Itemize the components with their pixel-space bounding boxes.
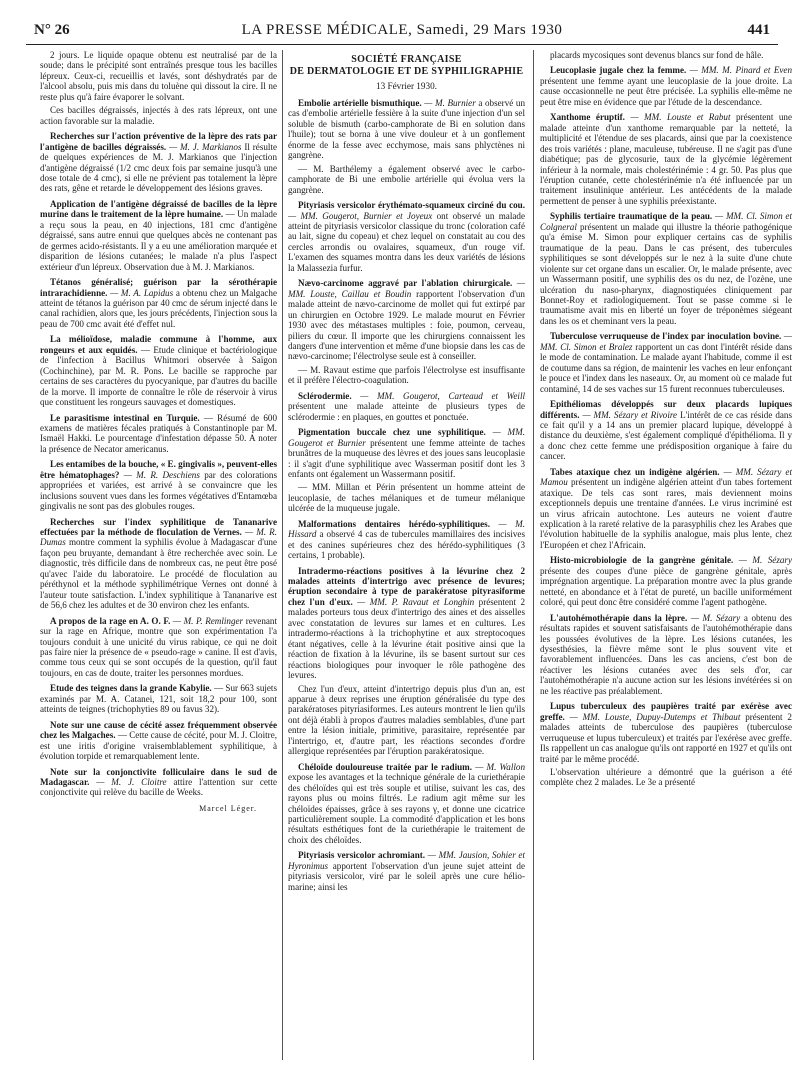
text-paragraph: [288, 684, 525, 757]
article-title: Sclérodermie.: [298, 390, 352, 401]
article-body: Ces bacilles dégraissés, injectés à des rats lépreux, ont une action favorable sur la maladie.: [40, 105, 277, 126]
article-title: Note sur la conjonctivite folliculaire dans le sud de Madagascar.: [40, 766, 277, 787]
article-title: La mélioïdose, maladie commune à l'homme, aux rongeurs et aux equidés.: [40, 334, 277, 355]
article-paragraph: [288, 519, 525, 561]
article-body: L'observation ultérieure a démontré que la guérison a été complète chez 2 malades. Le 3e a présenté: [540, 767, 792, 788]
article-title: Malformations dentaires hérédo-syphilitiques.: [298, 518, 490, 529]
article-paragraph: [288, 427, 525, 479]
article-paragraph: [40, 413, 277, 455]
article-title: Xanthome éruptif.: [550, 112, 625, 123]
article-title: Tuberculose verruqueuse de l'index par inoculation bovine.: [550, 331, 782, 342]
article-paragraph: [540, 701, 792, 764]
article-paragraph: [40, 277, 277, 329]
article-body: expose les avantages et la technique générale de la curiethérapie des chéloïdes qui est très souple et utilise, suivant les cas, des rayons plus ou moins filtrés. Le radium agit même sur les chéloïdes épaisses, grâce à ses rayons γ, et donne une cicatrice particulièrement souple. La commodité d'application et les bons résultats esthétiques font de la curiethérapie le traitement de choix des chéloïdes.: [288, 772, 525, 845]
article-body: — Cette cause de cécité, pour M. J. Cloitre, est une iritis d'origine vraisemblablement syphilitique, à évolution torpide et remarquablement lente.: [40, 730, 277, 762]
article-body: — Etude clinique et bactériologique de l'infection à Bacillus Whitmori observée à Saïgon (Cochinchine), par M. R. Pons. Le bacille se rapproche par certains de ses caractères du pyocyanique, par d'autres du bacille de la morve. Il importe de connaître le rôle de réservoir à virus que constituent les rongeurs sauvages et domestiques.: [40, 344, 277, 408]
article-body: par des colorations appropriées et variées, est arrivé à se convaincre que les inclusions souvent vues dans les formes végétatives d'Entamœba gingivalis ne sont pas des globules rouges.: [40, 469, 277, 512]
article-body: a obtenu des résultats rapides et souvent satisfaisants de l'autohémothérapie dans les poussées évolutives de la lèpre. Les lésions cutanées, les dysesthésies, la fièvre même sont le plus souvent vite et favorablement influencées. Dans les cas anciens, c'est bon de réactiver les lésions cutanées avec des sels d'or, car l'autohémothérapie n'a aucune action sur les lésions invétérées si on ne les réactive pas préalablement.: [540, 612, 792, 696]
article-paragraph: [40, 459, 277, 511]
article-paragraph: [40, 199, 277, 272]
article-paragraph: [288, 391, 525, 422]
article-title: Epithéliomas développés sur deux placards lupiques différents.: [540, 399, 792, 420]
article-paragraph: [40, 517, 277, 611]
article-authors: — M. J. Cloitre: [96, 777, 167, 787]
article-body: L'intérêt de ce cas réside dans ce fait qu'il y a 14 ans un premier placard lupique, développé à distance du deuxième, s'est également compliqué d'épithélioma. Il y a donc chez cette femme une prédisposition organique à faire du cancer.: [540, 409, 792, 462]
article-authors: — M. A. Lapidus: [110, 287, 174, 298]
article-title: Leucoplasie jugale chez la femme.: [550, 65, 687, 76]
article-title: Application de l'antigène dégraissé de bacilles de la lèpre murine dans le traitement de la lèpre humaine.: [40, 198, 277, 220]
article-title: Recherches sur l'action préventive de la lèpre des rats par l'antigène de bacilles dégraissés.: [40, 131, 277, 152]
article-body: apportent l'observation d'un jeune sujet atteint de pityriasis versicolor, viré par le soleil après une cure hélio-marine; ainsi les: [288, 860, 525, 892]
article-body: Il résulte de quelques expériences de M. J. Markianos que l'injection d'antigène dégraissé (1/2 cmc deux fois par semaine jusqu'à une dose totale de 4 cmc), si elle ne prévient pas totalement la lèpre des rats, gêne et retarde le développement des lésions graves.: [40, 141, 277, 194]
article-body: — Résumé de 600 examens de matières fécales pratiqués à Constantinople par M. Ismaël Hakki. Le pourcentage d'infestation dépasse 50. A noter la présence de Necator americanus.: [40, 412, 277, 454]
article-title: Histo-microbiologie de la gangrène génitale.: [550, 555, 734, 566]
article-body: 2 jours. Le liquide opaque obtenu est neutralisé par de la soude; dans le précipité sont entraînés presque tous les bacilles lépreux. Ceux-ci, recueillis et lavés, sont déshydratés par de l'alcool absolu, puis mis dans du toluène qui dissout la cire. Il ne reste plus qu'à faire évaporer le solvant.: [40, 50, 277, 102]
article-paragraph: [288, 566, 525, 681]
column-rule-left: [282, 50, 283, 1060]
article-body: rapportent un cas dont l'intérêt réside dans le mode de contamination. Le malade ayant l'habitude, comme il est de coutume dans sa région, de maintenir les vaches en leur enfonçant le pouce et l'index dans les naseaux. Or, au moment où ce malade fut contaminé, 14 de ses vaches sur 15 furent reconnues tuberculeuses.: [540, 341, 792, 394]
article-title: Tabes ataxique chez un indigène algérien.: [550, 466, 720, 477]
article-title: A propos de la rage en A. O. F.: [50, 615, 171, 626]
article-title: L'autohémothérapie dans la lèpre.: [550, 612, 688, 623]
article-paragraph: [40, 334, 277, 407]
article-paragraph: [540, 555, 792, 607]
page-header: [26, 20, 778, 45]
article-title: Pityriasis versicolor achromiant.: [298, 850, 426, 861]
article-body: — M. Ravaut estime que parfois l'électrolyse est insuffisante et il préfère l'électro-coagulation.: [288, 364, 525, 386]
article-body: rapportent l'observation d'un malade atteint de nævo-carcinome de mollet qui fut extirpé par un chirurgien en Octobre 1929. Le malade mourut en Février 1930 avec des métastases multiples : foie, poumon, cerveau, piliers du cœur. Il importe que les chirurgiens connaissent les dangers d'une intervention et même d'une biopsie dans les cas de nævo-carcinome; l'électrolyse seule est à conseiller.: [288, 288, 525, 362]
society-heading: [288, 54, 525, 92]
article-authors: — MM. Louste, Dupuy-Dutemps et Thibaut: [569, 711, 741, 722]
column-left: [40, 50, 277, 1060]
article-title: Tétanos généralisé; guérison par la sérothérapie intrarachidienne.: [40, 277, 277, 298]
text-paragraph: [540, 767, 792, 788]
article-body: a observé 4 cas de tubercules mamillaires des incisives et des canines supérieures chez des hérédo-syphilitiques (3 certains, 1 probable).: [288, 529, 525, 561]
article-paragraph: [540, 399, 792, 462]
article-authors: — MM. Louste, Caillau et Boudin: [288, 278, 525, 299]
page-number: 441: [747, 22, 770, 38]
column-right: [540, 50, 792, 1060]
article-authors: — MM. Cl. Simon et Bralez: [540, 331, 792, 352]
article-title: Chéloïde douloureuse traitée par le radium.: [298, 761, 473, 772]
article-paragraph: [40, 683, 277, 714]
article-authors: — MM. Gougerot, Burnier et Joyeux: [288, 210, 433, 221]
article-title: Le parasitisme intestinal en Turquie.: [50, 412, 200, 423]
society-session-date: 13 Février 1930.: [376, 81, 437, 91]
article-paragraph: [540, 331, 792, 394]
column-middle: [288, 50, 525, 1060]
article-authors: — MM. Sézary et Mamou: [540, 466, 792, 488]
article-authors: — M. P. Remlinger: [172, 615, 244, 626]
article-authors: — MM. P. Ravaut et Longhin: [357, 596, 475, 607]
article-authors: — MM. Gougerot, Carteaud et Weill: [360, 390, 525, 401]
article-authors: — MM. Louste et Rabut: [630, 112, 731, 123]
text-paragraph: [288, 482, 525, 513]
society-name-line2: DE DERMATOLOGIE ET DE SYPHILIGRAPHIE: [289, 66, 524, 77]
article-body: Chez l'un d'eux, atteint d'intertrigo depuis plus d'un an, est apparue à deux reprises une éruption généralisée du type des parakératoses pityriasiformes. Les auteurs montrent le lien qu'ils ont déjà établi à propos d'autres maladies semblables, d'une part entre la lésion initiale, primitive, parasitaire, représentée par l'intertrigo, et, d'autre part, les réactions secondes d'ordre allergique représentées par l'éruption parakératosique.: [288, 683, 525, 757]
article-authors: — M. Sézary: [738, 555, 792, 566]
article-body: présentent une femme ayant une leucoplasie de la joue droite. La cause occasionnelle ne peut être précisée. La syphilis elle-même ne peut être mise en évidence que par l'étude de la descendance.: [540, 75, 792, 107]
article-title: Les entamibes de la bouche, « E. gingivalis », peuvent-elles être hématophages?: [40, 459, 277, 480]
article-paragraph: [540, 613, 792, 697]
article-title: Recherches sur l'index syphilitique de Tananarive effectuées par la méthode de floculation de Vernes.: [40, 516, 277, 538]
article-paragraph: [40, 767, 277, 798]
article-body: a obtenu chez un Malgache atteint de tétanos la guérison par 40 cmc de sérum injecté dans le canal rachidien, alors que, les jours précédents, l'injection sous la peau de 700 cmc avait été d'effet nul.: [40, 287, 277, 329]
article-authors: — M. Wallon: [475, 761, 525, 772]
article-paragraph: [288, 98, 525, 161]
article-authors: — MM. Cl. Simon et Colgneral: [540, 211, 792, 232]
article-title: Pigmentation buccale chez une syphilitique.: [298, 427, 486, 438]
article-title: Note sur une cause de cécité assez fréquemment observée chez les Malgaches.: [40, 719, 277, 741]
column-rule-right: [533, 50, 534, 1060]
article-authors: — MM. M. Pinard et Even: [689, 65, 792, 76]
article-authors: — M. J. Markianos: [169, 141, 242, 152]
article-paragraph: [40, 131, 277, 194]
article-body: montre comment la syphilis évolue à Madagascar d'une façon peu bruyante, demandant à être recherchée avec soin. Le diagnostic, très difficile dans de nombreux cas, ne peut être posé qu'avec l'aide du laboratoire. Le procédé de floculation au péréthynol et la méthode syphilimétrique Vernes ont donné à l'auteur toute satisfaction. L'index syphilitique à Tananarive est de 56,6 chez les adultes et de 30 environ chez les enfants.: [40, 537, 277, 611]
article-paragraph: [288, 850, 525, 892]
article-body: a observé un cas d'embolie artérielle fessière à la suite d'une injection d'un sel soluble de bismuth (carbo-camphorate de Bi en solution dans l'huile); tout se borna à une vive douleur et à un gonflement énorme de la fesse avec ecchymose, mais sans phlyctènes ni gangrène.: [288, 98, 525, 161]
article-paragraph: [540, 65, 792, 107]
text-paragraph: [288, 164, 525, 195]
article-body: attire l'attention sur cette conjonctivite qui relève du bacille de Weeks.: [40, 777, 277, 798]
article-title: Embolie artérielle bismuthique.: [298, 98, 422, 108]
article-body: présentent un malade qui illustre la théorie pathogénique qu'a émise M. Simon pour expliquer certains cas de syphilis traumatique de la peau. Dans le cas présent, des tubercules syphilitiques se sont développés sur le nez à la suite d'une chute violente sur cet organe dans un escalier. Or, le malade présente, avec un Wassermann positif, une syphilis des os du nez, de l'ozène, une ulcération du naso-pharynx, diagnostiquées cliniquement par Bonnet-Roy et radiologiquement. Tout se passe comme si le traumatisme avait mis en liberté un foyer de tréponèmes siégeant dans les os et cheminant vers la peau.: [540, 221, 792, 326]
article-body: présente des coupes d'une pièce de gangrène génitale, après imprégnation argentique. La préparation montre avec la plus grande netteté, en abondance et à l'état de pureté, un bacille uniformément coloré, qui peut donc être considéré comme l'agent pathogène.: [540, 565, 792, 608]
text-paragraph: [40, 50, 277, 102]
article-title: Nævo-carcinome aggravé par l'ablation chirurgicale.: [298, 278, 513, 289]
article-paragraph: [540, 211, 792, 326]
article-body: présentent une femme atteinte de taches brunâtres de la muqueuse des lèvres et des joues sans leucoplasie : il s'agit d'une syphilitique avec Wasserman positif dont les 3 enfants ont également un Wassermann positif.: [288, 437, 525, 479]
article-authors: — MM. Sézary et Rivoire: [582, 409, 678, 420]
article-paragraph: [540, 467, 792, 551]
article-body: — M. Barthélemy a également observé avec le carbo-camphorate de Bi une embolie artérielle qui évolua vers la gangrène.: [288, 163, 525, 195]
article-authors: — M. Burnier: [424, 98, 476, 108]
article-authors: — M. Hissard: [288, 518, 525, 540]
article-title: Lupus tuberculeux des paupières traité par exérèse avec greffe.: [540, 701, 792, 722]
article-paragraph: [40, 616, 277, 679]
text-paragraph: [540, 50, 792, 60]
article-paragraph: [540, 112, 792, 206]
article-title: Etude des teignes dans la grande Kabylie.: [50, 683, 212, 694]
article-body: placards mycosiques sont devenus blancs sur fond de hâle.: [550, 50, 764, 60]
article-body: présentent 2 malades atteints de tuberculose des paupières (tuberculose verruqueuse et lupus tuberculeux) et traités par l'exérèse avec greffe. Ils rappellent un cas analogue qu'ils ont rapporté en 1927 et qu'ils ont traité par le même procédé.: [540, 711, 792, 764]
article-authors: — M. Sézary: [690, 612, 741, 623]
article-paragraph: [288, 762, 525, 846]
article-authors: — MM. Gougerot et Burnier: [288, 427, 525, 448]
article-title: Intradermo-réactions positives à la lévurine chez 2 malades atteints d'intertrigo avec présence de levures; éruption secondaire à type de parakératose pityrasiforme chez l'un d'eux.: [288, 565, 525, 607]
article-authors: — MM. Jausion, Sohier et Hyronimus: [288, 850, 525, 871]
article-body: présentent une malade atteinte de plusieurs types de sclérodermie : en plaques, en gouttes et ponctuée.: [288, 401, 525, 422]
society-name-line1: SOCIÉTÉ FRANÇAISE: [351, 54, 462, 65]
text-paragraph: [40, 105, 277, 126]
article-authors: — M. R. Dumas: [40, 527, 277, 548]
article-paragraph: [288, 278, 525, 362]
article-authors: — M. R. Deschiens: [123, 469, 200, 480]
issue-number: N° 26: [34, 22, 70, 38]
text-paragraph: [288, 365, 525, 386]
article-body: revenant sur la rage en Afrique, montre que son expérimentation l'a toujours conduit à une unicité du virus rabique, ce qui ne doit pas faire nier la présence de « pseudo-rage » canine. Il est d'avis, comme tous ceux qui se sont occupés de la question, qu'il faut toujours, en cas de doute, traiter les personnes mordues.: [40, 615, 277, 678]
article-body: — Un malade a reçu sous la peau, en 40 injections, 181 cmc d'antigène dégraissé, sans autre ennui que quelques abcès ne contenant pas de germes acido-résistants. Il y a eu une amélioration marquée et disparition de lésions cutanées; le malade n'a plus l'aspect extérieur d'un lépreux. Observation due à M. J. Markianos.: [40, 209, 277, 272]
article-body: présentent un indigène algérien atteint d'un tabes fortement ataxique. De tels cas sont rares, mais deviennent moins exceptionnels depuis une trentaine d'années. Le virus incriminé est un virus africain autochtone. Les auteurs ne voient d'autre explication à la rareté relative de la parasyphilis chez les Arabes que l'évolution habituelle de la syphilis analogue, mais plus lente, chez l'Européen et chez l'Africain.: [540, 477, 792, 550]
article-title: Pityriasis versicolor érythémato-squameux circiné du cou.: [298, 200, 525, 211]
article-body: ont observé un malade atteint de pityriasis versicolor classique du tronc (coloration café au lait, signe du copeau) et chez lequel on constatait au cou des cercles arrondis ou ovalaires, squameux, d'un rouge vif. L'examen des squames montra dans les deux variétés de lésions la Malassezia furfur.: [288, 210, 525, 273]
article-body: présentent 2 malades porteurs tous deux d'intertrigo des aines et des aisselles avec constatation de levures sur lames et en cultures. Les intradermo-réactions à la trichophytine et aux streptocoques étant négatives, celle à la lévurine était positive ainsi que la réaction de fixation à la lévurine, ils se basent surtout sur ces réactions biologiques pour invoquer le rôle pathogène des levures.: [288, 596, 525, 681]
article-title: Syphilis tertiaire traumatique de la peau.: [550, 211, 713, 222]
article-paragraph: [40, 720, 277, 762]
article-body: — Sur 663 sujets examinés par M. A. Catanei, 121, soit 18,2 pour 100, sont atteints de teignes (trichophyties 89 ou favus 32).: [40, 683, 277, 715]
article-body: — MM. Millan et Périn présentent un homme atteint de leucoplasie, de taches mélaniques et de tumeur mélanique ulcérée de la muqueuse jugale.: [288, 482, 525, 514]
article-body: présentent une malade atteinte d'un xanthome remarquable par la netteté, la multiplicité et l'étendue de ses placards, ainsi que par la coexistence des trois variétés : plane, maculeuse, tubéreuse. Il ne s'agit pas d'une diabétique; pas de glycosurie, taux de la glycémie légèrement inférieur à la normale, mais cholestérinémie : 4 gr. 50. Pas plus que l'éruption cutanée, cette cholestérinémie n'a été influencée par un traitement insulinique antérieur. Les antécédents de la malade permettent de penser à une syphilis préexistante.: [540, 112, 792, 206]
journal-title: LA PRESSE MÉDICALE, Samedi, 29 Mars 1930: [241, 22, 563, 38]
author-signature: Marcel Léger.: [199, 803, 257, 813]
article-paragraph: [288, 200, 525, 273]
